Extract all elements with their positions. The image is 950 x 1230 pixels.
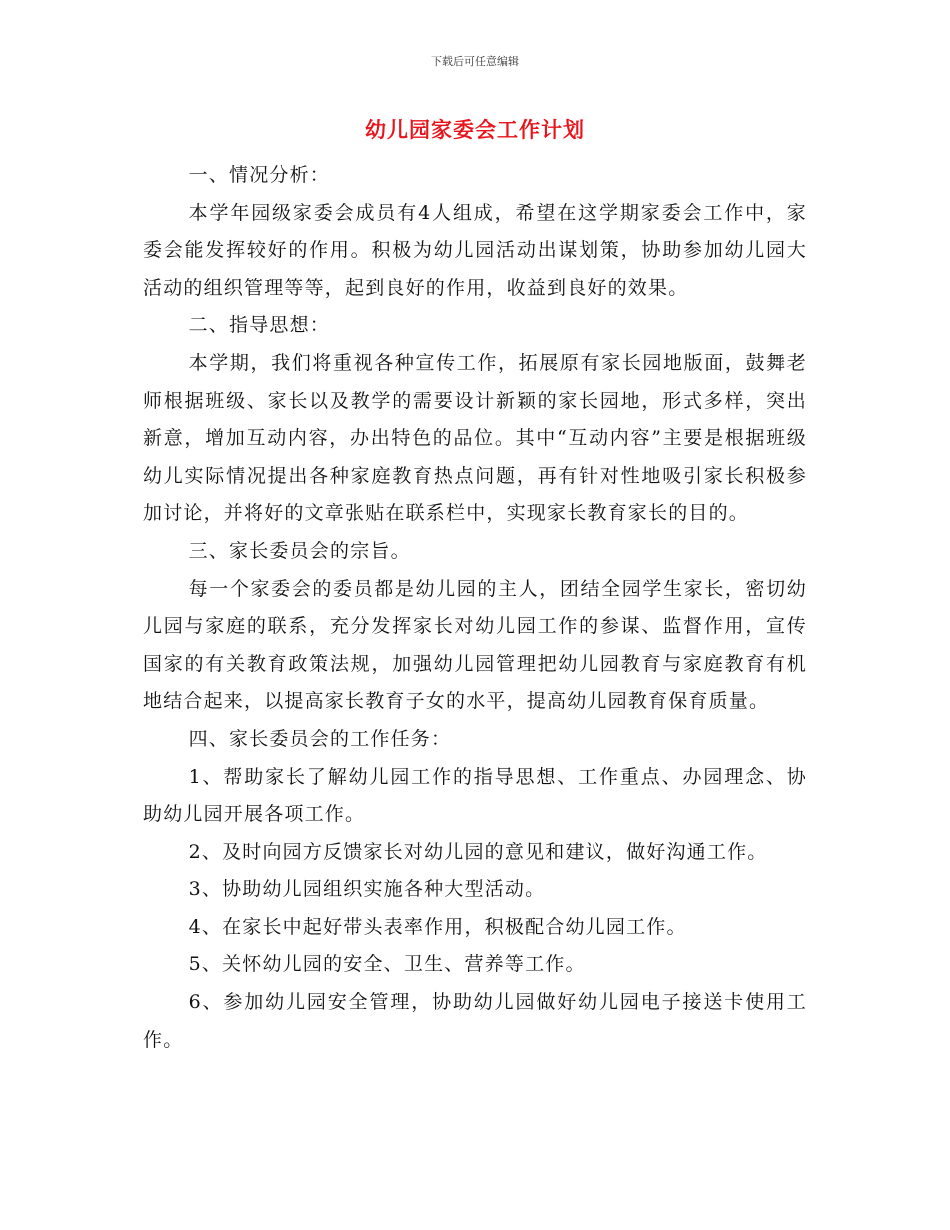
document-title: 幼儿园家委会工作计划 <box>365 118 585 142</box>
section-heading-1: 一、情况分析： <box>188 164 330 186</box>
section-heading-3: 三、家长委员会的宗旨。 <box>188 539 411 562</box>
section-heading-2: 二、指导思想： <box>188 314 330 337</box>
list-item: 1、帮助家长了解幼儿园工作的指导思想、工作重点、办园理念、协助幼儿园开展各项工作。 <box>143 765 807 826</box>
list-item: 4、在家长中起好带头表率作用，积极配合幼儿园工作。 <box>188 915 687 938</box>
header-note: 下载后可任意编辑 <box>431 55 519 68</box>
paragraph: 本学期，我们将重视各种宣传工作，拓展原有家长园地版面，鼓舞老师根据班级、家长以及教学的需要设计新颖的家长园地，形式多样，突出新意，增加互动内容，办出特色的品位。其中“互动内容”主要是根据班级幼儿实际情况提出各种家庭教育热点问题，再有针对性地吸引家长积极参加讨论，并将好的文章张贴在联系栏中，实现家长教育家长的目的。 <box>143 351 807 525</box>
list-item: 2、及时向园方反馈家长对幼儿园的意见和建议，做好沟通工作。 <box>188 840 768 863</box>
section-heading-4: 四、家长委员会的工作任务： <box>188 727 452 750</box>
list-item: 5、关怀幼儿园的安全、卫生、营养等工作。 <box>188 953 586 976</box>
paragraph: 每一个家委会的委员都是幼儿园的主人，团结全园学生家长，密切幼儿园与家庭的联系，充分发挥家长对幼儿园工作的参谋、监督作用，宣传国家的有关教育政策法规，加强幼儿园管理把幼儿园教育与家庭教育有机地结合起来，以提高家长教育子女的水平，提高幼儿园教育保育质量。 <box>143 577 807 713</box>
list-item: 6、参加幼儿园安全管理，协助幼儿园做好幼儿园电子接送卡使用工作。 <box>143 991 807 1051</box>
document-body <box>143 157 807 1059</box>
list-item: 3、协助幼儿园组织实施各种大型活动。 <box>188 878 546 901</box>
paragraph: 本学年园级家委会成员有4人组成，希望在这学期家委会工作中，家委会能发挥较好的作用。积极为幼儿园活动出谋划策，协助参加幼儿园大活动的组织管理等等，起到良好的作用，收益到良好的效果。 <box>143 201 807 299</box>
